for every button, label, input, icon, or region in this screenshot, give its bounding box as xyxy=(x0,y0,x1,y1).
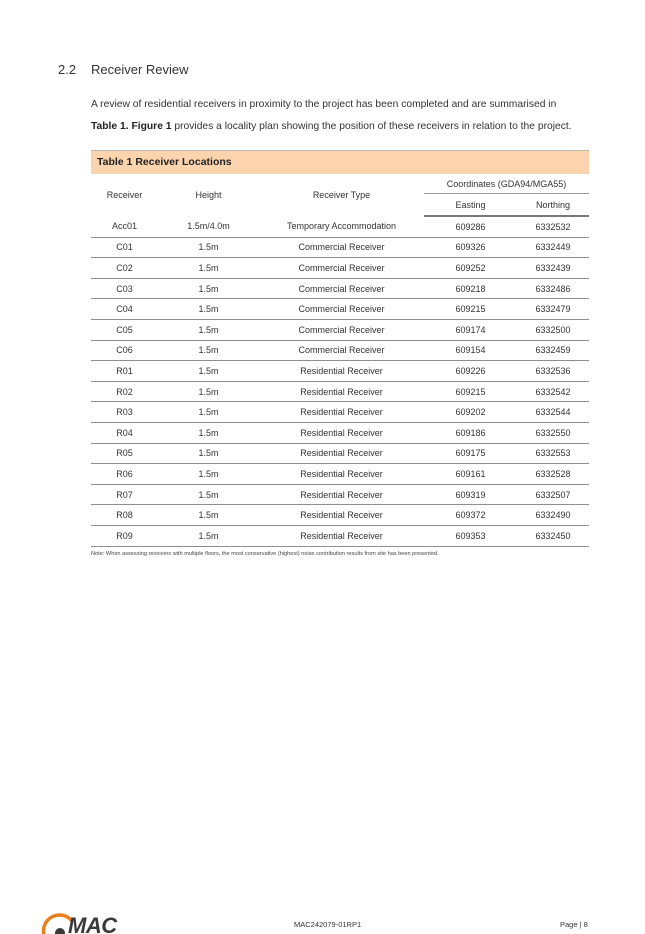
cell-height: 1.5m xyxy=(158,422,259,443)
table-1-link[interactable]: Table 1. xyxy=(91,121,129,132)
cell-northing: 6332536 xyxy=(517,361,589,382)
table-row xyxy=(91,402,589,423)
cell-receiver: R07 xyxy=(91,484,158,505)
cell-receiver: C04 xyxy=(91,299,158,320)
cell-receiver: R06 xyxy=(91,464,158,485)
cell-receiver: C06 xyxy=(91,340,158,361)
cell-type: Residential Receiver xyxy=(259,484,424,505)
section-title: Receiver Review xyxy=(91,62,189,77)
cell-receiver: R02 xyxy=(91,381,158,402)
cell-northing: 6332532 xyxy=(517,216,589,237)
cell-type: Commercial Receiver xyxy=(259,319,424,340)
cell-receiver: R04 xyxy=(91,422,158,443)
table-row xyxy=(91,340,589,361)
mac-logo xyxy=(40,909,130,934)
cell-receiver: C01 xyxy=(91,237,158,258)
cell-type: Residential Receiver xyxy=(259,361,424,382)
cell-easting: 609353 xyxy=(424,525,517,546)
cell-type: Commercial Receiver xyxy=(259,237,424,258)
cell-type: Commercial Receiver xyxy=(259,278,424,299)
cell-height: 1.5m xyxy=(158,484,259,505)
table-title: Table 1 Receiver Locations xyxy=(91,150,589,174)
cell-receiver: R01 xyxy=(91,361,158,382)
cell-type: Commercial Receiver xyxy=(259,340,424,361)
cell-height: 1.5m xyxy=(158,237,259,258)
cell-height: 1.5m xyxy=(158,278,259,299)
cell-easting: 609372 xyxy=(424,505,517,526)
cell-type: Residential Receiver xyxy=(259,422,424,443)
table-row xyxy=(91,258,589,279)
section-number: 2.2 xyxy=(58,62,77,77)
table-note: Note: When assessing receivers with multiple floors, the most conservative (highest) noise contribution results from site has been presented. xyxy=(91,551,439,557)
document-reference: MAC242079-01RP1 xyxy=(294,920,362,929)
cell-height: 1.5m xyxy=(158,443,259,464)
table-row xyxy=(91,464,589,485)
cell-height: 1.5m xyxy=(158,402,259,423)
page-number: Page | 8 xyxy=(560,920,588,929)
table-row xyxy=(91,484,589,505)
cell-easting: 609154 xyxy=(424,340,517,361)
cell-easting: 609215 xyxy=(424,299,517,320)
cell-easting: 609226 xyxy=(424,361,517,382)
cell-northing: 6332439 xyxy=(517,258,589,279)
table-row xyxy=(91,319,589,340)
header-receiver-type: Receiver Type xyxy=(312,190,371,200)
cell-height: 1.5m xyxy=(158,464,259,485)
cell-easting: 609174 xyxy=(424,319,517,340)
intro-paragraph-line-2 xyxy=(91,121,591,132)
cell-easting: 609319 xyxy=(424,484,517,505)
cell-receiver: R08 xyxy=(91,505,158,526)
cell-receiver: Acc01 xyxy=(91,216,158,237)
table-row xyxy=(91,505,589,526)
cell-northing: 6332479 xyxy=(517,299,589,320)
figure-1-link[interactable]: Figure 1 xyxy=(131,121,172,132)
cell-northing: 6332490 xyxy=(517,505,589,526)
cell-northing: 6332500 xyxy=(517,319,589,340)
cell-height: 1.5m xyxy=(158,361,259,382)
header-easting: Easting xyxy=(424,194,517,217)
cell-easting: 609215 xyxy=(424,381,517,402)
cell-height: 1.5m xyxy=(158,299,259,320)
cell-easting: 609175 xyxy=(424,443,517,464)
cell-type: Residential Receiver xyxy=(259,505,424,526)
cell-receiver: R03 xyxy=(91,402,158,423)
cell-height: 1.5m xyxy=(158,319,259,340)
table-row xyxy=(91,237,589,258)
cell-height: 1.5m xyxy=(158,525,259,546)
cell-type: Residential Receiver xyxy=(259,381,424,402)
intro-paragraph-rest: provides a locality plan showing the position of these receivers in relation to the project. xyxy=(174,121,572,132)
cell-height: 1.5m/4.0m xyxy=(158,216,259,237)
table-row xyxy=(91,361,589,382)
table-row xyxy=(91,299,589,320)
cell-type: Commercial Receiver xyxy=(259,299,424,320)
cell-type: Residential Receiver xyxy=(259,525,424,546)
cell-easting: 609218 xyxy=(424,278,517,299)
section-heading xyxy=(58,62,189,77)
header-northing: Northing xyxy=(517,194,589,217)
cell-height: 1.5m xyxy=(158,258,259,279)
cell-easting: 609252 xyxy=(424,258,517,279)
cell-easting: 609286 xyxy=(424,216,517,237)
cell-height: 1.5m xyxy=(158,381,259,402)
cell-northing: 6332486 xyxy=(517,278,589,299)
cell-easting: 609202 xyxy=(424,402,517,423)
table-row xyxy=(91,422,589,443)
cell-type: Temporary Accommodation xyxy=(259,216,424,237)
cell-northing: 6332450 xyxy=(517,525,589,546)
header-receiver: Receiver xyxy=(106,190,143,200)
header-height: Height xyxy=(195,190,222,200)
cell-height: 1.5m xyxy=(158,340,259,361)
cell-easting: 609326 xyxy=(424,237,517,258)
table-row xyxy=(91,278,589,299)
cell-type: Residential Receiver xyxy=(259,464,424,485)
table-row xyxy=(91,525,589,546)
cell-receiver: C02 xyxy=(91,258,158,279)
cell-type: Residential Receiver xyxy=(259,443,424,464)
intro-paragraph-line-1: A review of residential receivers in proximity to the project has been completed and are summarised in xyxy=(91,99,557,110)
cell-northing: 6332459 xyxy=(517,340,589,361)
cell-receiver: C05 xyxy=(91,319,158,340)
table-row xyxy=(91,381,589,402)
cell-northing: 6332449 xyxy=(517,237,589,258)
logo-text: MAC xyxy=(68,913,117,934)
cell-northing: 6332528 xyxy=(517,464,589,485)
cell-northing: 6332544 xyxy=(517,402,589,423)
cell-receiver: R05 xyxy=(91,443,158,464)
cell-height: 1.5m xyxy=(158,505,259,526)
cell-northing: 6332542 xyxy=(517,381,589,402)
cell-type: Commercial Receiver xyxy=(259,258,424,279)
cell-type: Residential Receiver xyxy=(259,402,424,423)
receiver-locations-table xyxy=(91,174,589,547)
cell-receiver: R09 xyxy=(91,525,158,546)
cell-easting: 609161 xyxy=(424,464,517,485)
header-coordinates: Coordinates (GDA94/MGA55) xyxy=(424,174,589,194)
cell-receiver: C03 xyxy=(91,278,158,299)
table-row xyxy=(91,216,589,237)
table-body xyxy=(91,216,589,546)
cell-northing: 6332550 xyxy=(517,422,589,443)
cell-northing: 6332507 xyxy=(517,484,589,505)
table-row xyxy=(91,443,589,464)
cell-northing: 6332553 xyxy=(517,443,589,464)
cell-easting: 609186 xyxy=(424,422,517,443)
